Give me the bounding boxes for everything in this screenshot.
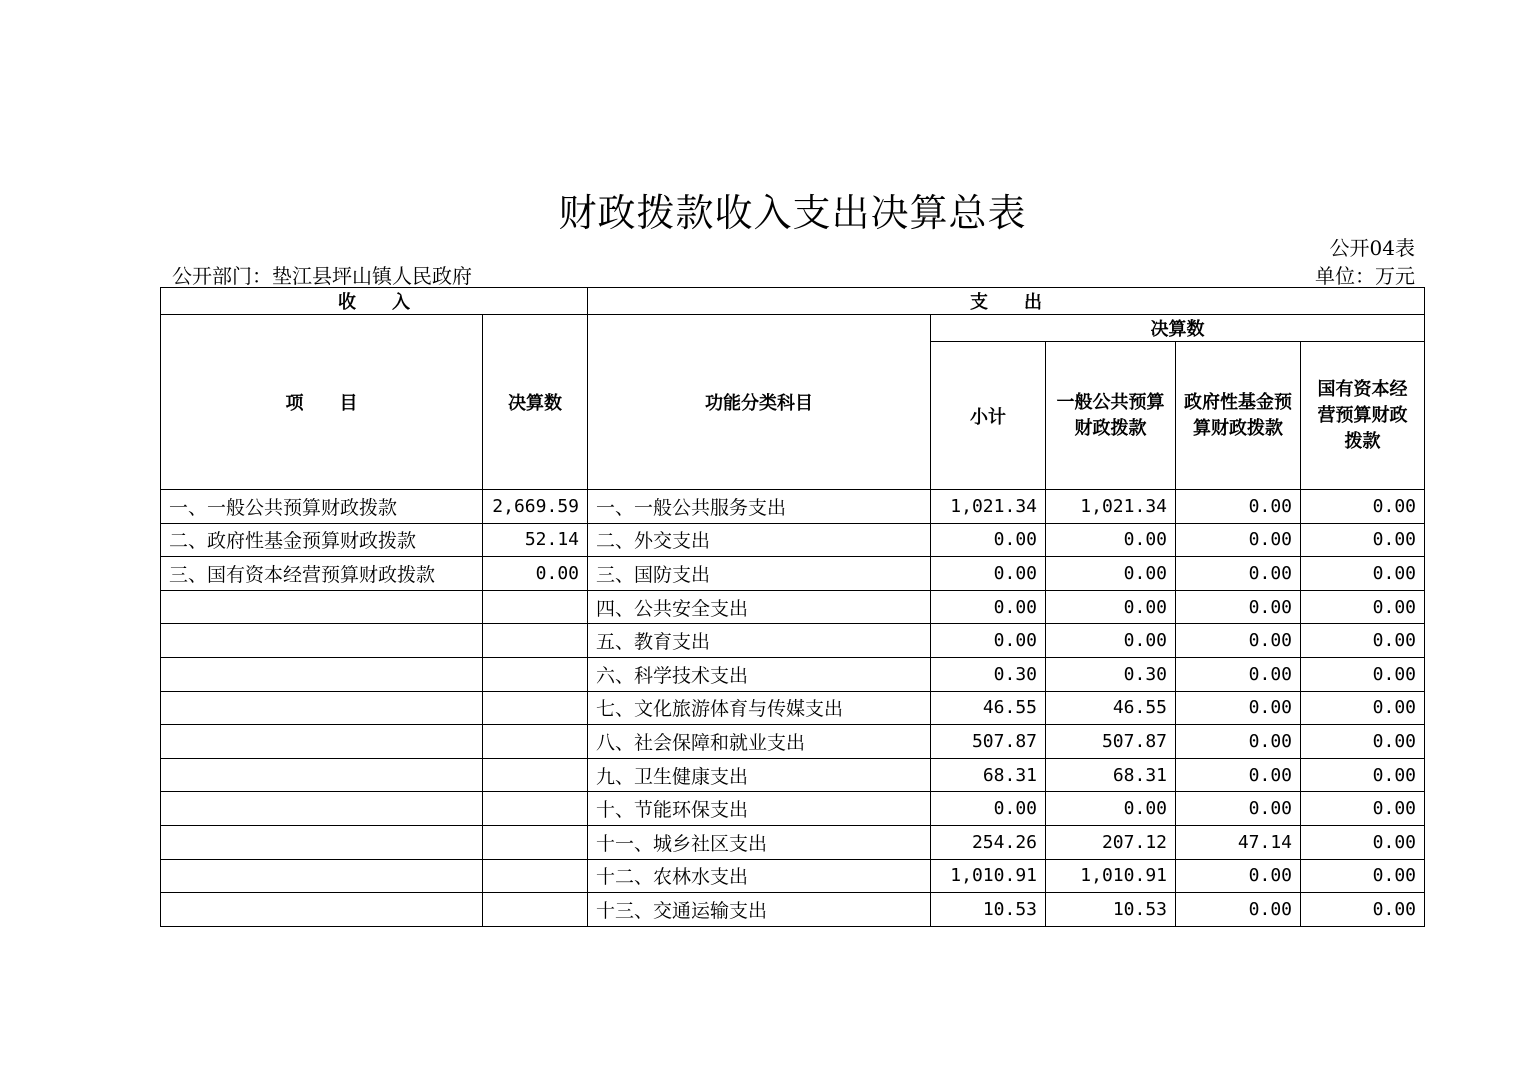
income-amount-cell: 52.14 bbox=[483, 523, 588, 557]
table-row bbox=[161, 825, 1425, 859]
table-row bbox=[161, 893, 1425, 927]
subtotal-cell: 0.00 bbox=[931, 624, 1046, 658]
income-amount-cell bbox=[483, 657, 588, 691]
table-row bbox=[161, 725, 1425, 759]
state-capital-cell: 0.00 bbox=[1301, 523, 1425, 557]
general-budget-cell: 0.00 bbox=[1046, 792, 1176, 826]
income-amount-cell bbox=[483, 691, 588, 725]
general-budget-cell: 1,021.34 bbox=[1046, 490, 1176, 524]
general-budget-cell: 10.53 bbox=[1046, 893, 1176, 927]
expense-item-cell: 三、国防支出 bbox=[588, 557, 931, 591]
income-amount-cell bbox=[483, 624, 588, 658]
gov-fund-cell: 0.00 bbox=[1176, 624, 1301, 658]
income-item-cell bbox=[161, 725, 483, 759]
expense-item-cell: 十、节能环保支出 bbox=[588, 792, 931, 826]
page-title: 财政拨款收入支出决算总表 bbox=[558, 191, 1027, 235]
expense-item-cell: 十一、城乡社区支出 bbox=[588, 825, 931, 859]
expense-item-cell: 八、社会保障和就业支出 bbox=[588, 725, 931, 759]
expense-item-cell: 十三、交通运输支出 bbox=[588, 893, 931, 927]
table-row bbox=[161, 657, 1425, 691]
budget-table bbox=[160, 287, 1425, 927]
expense-header: 支 出 bbox=[588, 288, 1425, 315]
table-row bbox=[161, 691, 1425, 725]
subtotal-cell: 0.00 bbox=[931, 792, 1046, 826]
income-item-cell bbox=[161, 691, 483, 725]
income-amount-cell bbox=[483, 792, 588, 826]
general-budget-cell: 0.30 bbox=[1046, 657, 1176, 691]
state-capital-cell: 0.00 bbox=[1301, 758, 1425, 792]
income-item-cell: 三、国有资本经营预算财政拨款 bbox=[161, 557, 483, 591]
state-capital-cell: 0.00 bbox=[1301, 859, 1425, 893]
table-row bbox=[161, 490, 1425, 524]
income-amount-cell: 0.00 bbox=[483, 557, 588, 591]
subtotal-cell: 0.30 bbox=[931, 657, 1046, 691]
function-category-header: 功能分类科目 bbox=[588, 315, 931, 490]
subtotal-cell: 1,010.91 bbox=[931, 859, 1046, 893]
table-row bbox=[161, 523, 1425, 557]
income-item-cell: 一、一般公共预算财政拨款 bbox=[161, 490, 483, 524]
gov-fund-header: 政府性基金预算财政拨款 bbox=[1176, 342, 1301, 490]
expense-item-cell: 六、科学技术支出 bbox=[588, 657, 931, 691]
item-header: 项 目 bbox=[161, 315, 483, 490]
income-item-cell bbox=[161, 825, 483, 859]
general-budget-cell: 0.00 bbox=[1046, 590, 1176, 624]
unit-label: 单位：万元 bbox=[1315, 264, 1415, 288]
general-budget-cell: 0.00 bbox=[1046, 523, 1176, 557]
general-budget-cell: 68.31 bbox=[1046, 758, 1176, 792]
final-amount-header: 决算数 bbox=[931, 315, 1425, 342]
state-capital-cell: 0.00 bbox=[1301, 825, 1425, 859]
general-budget-header: 一般公共预算财政拨款 bbox=[1046, 342, 1176, 490]
subtotal-cell: 0.00 bbox=[931, 590, 1046, 624]
income-item-cell bbox=[161, 657, 483, 691]
subtotal-cell: 254.26 bbox=[931, 825, 1046, 859]
income-item-cell bbox=[161, 792, 483, 826]
gov-fund-cell: 0.00 bbox=[1176, 590, 1301, 624]
gov-fund-cell: 0.00 bbox=[1176, 725, 1301, 759]
income-item-cell bbox=[161, 859, 483, 893]
form-number: 公开04表 bbox=[1329, 236, 1415, 260]
gov-fund-cell: 0.00 bbox=[1176, 859, 1301, 893]
gov-fund-cell: 47.14 bbox=[1176, 825, 1301, 859]
department-label: 公开部门：垫江县坪山镇人民政府 bbox=[172, 264, 472, 288]
subtotal-cell: 46.55 bbox=[931, 691, 1046, 725]
expense-item-cell: 五、教育支出 bbox=[588, 624, 931, 658]
income-amount-cell bbox=[483, 825, 588, 859]
income-amount-cell bbox=[483, 893, 588, 927]
general-budget-cell: 46.55 bbox=[1046, 691, 1176, 725]
state-capital-cell: 0.00 bbox=[1301, 557, 1425, 591]
expense-item-cell: 九、卫生健康支出 bbox=[588, 758, 931, 792]
table-row bbox=[161, 792, 1425, 826]
state-capital-cell: 0.00 bbox=[1301, 657, 1425, 691]
general-budget-cell: 0.00 bbox=[1046, 557, 1176, 591]
table-row bbox=[161, 624, 1425, 658]
subtotal-cell: 0.00 bbox=[931, 557, 1046, 591]
state-capital-cell: 0.00 bbox=[1301, 590, 1425, 624]
gov-fund-cell: 0.00 bbox=[1176, 893, 1301, 927]
state-capital-cell: 0.00 bbox=[1301, 893, 1425, 927]
subtotal-cell: 68.31 bbox=[931, 758, 1046, 792]
subtotal-cell: 507.87 bbox=[931, 725, 1046, 759]
subtotal-cell: 10.53 bbox=[931, 893, 1046, 927]
table-row bbox=[161, 557, 1425, 591]
gov-fund-cell: 0.00 bbox=[1176, 792, 1301, 826]
income-item-cell bbox=[161, 624, 483, 658]
state-capital-cell: 0.00 bbox=[1301, 490, 1425, 524]
income-header: 收 入 bbox=[161, 288, 588, 315]
subtotal-cell: 1,021.34 bbox=[931, 490, 1046, 524]
general-budget-cell: 1,010.91 bbox=[1046, 859, 1176, 893]
gov-fund-cell: 0.00 bbox=[1176, 691, 1301, 725]
gov-fund-cell: 0.00 bbox=[1176, 490, 1301, 524]
state-capital-cell: 0.00 bbox=[1301, 691, 1425, 725]
general-budget-cell: 0.00 bbox=[1046, 624, 1176, 658]
expense-item-cell: 十二、农林水支出 bbox=[588, 859, 931, 893]
income-amount-cell: 2,669.59 bbox=[483, 490, 588, 524]
gov-fund-cell: 0.00 bbox=[1176, 758, 1301, 792]
state-capital-cell: 0.00 bbox=[1301, 624, 1425, 658]
income-item-cell bbox=[161, 893, 483, 927]
subtotal-header: 小计 bbox=[931, 342, 1046, 490]
gov-fund-cell: 0.00 bbox=[1176, 657, 1301, 691]
income-amount-cell bbox=[483, 590, 588, 624]
table-row bbox=[161, 590, 1425, 624]
gov-fund-cell: 0.00 bbox=[1176, 523, 1301, 557]
expense-item-cell: 二、外交支出 bbox=[588, 523, 931, 557]
income-amount-cell bbox=[483, 859, 588, 893]
table-row bbox=[161, 859, 1425, 893]
state-capital-cell: 0.00 bbox=[1301, 725, 1425, 759]
general-budget-cell: 207.12 bbox=[1046, 825, 1176, 859]
income-item-cell bbox=[161, 590, 483, 624]
expense-item-cell: 一、一般公共服务支出 bbox=[588, 490, 931, 524]
state-capital-header: 国有资本经营预算财政拨款 bbox=[1301, 342, 1425, 490]
state-capital-cell: 0.00 bbox=[1301, 792, 1425, 826]
income-amount-cell bbox=[483, 725, 588, 759]
gov-fund-cell: 0.00 bbox=[1176, 557, 1301, 591]
income-amount-header: 决算数 bbox=[483, 315, 588, 490]
expense-item-cell: 七、文化旅游体育与传媒支出 bbox=[588, 691, 931, 725]
table-row bbox=[161, 758, 1425, 792]
general-budget-cell: 507.87 bbox=[1046, 725, 1176, 759]
subtotal-cell: 0.00 bbox=[931, 523, 1046, 557]
income-item-cell: 二、政府性基金预算财政拨款 bbox=[161, 523, 483, 557]
income-amount-cell bbox=[483, 758, 588, 792]
expense-item-cell: 四、公共安全支出 bbox=[588, 590, 931, 624]
income-item-cell bbox=[161, 758, 483, 792]
